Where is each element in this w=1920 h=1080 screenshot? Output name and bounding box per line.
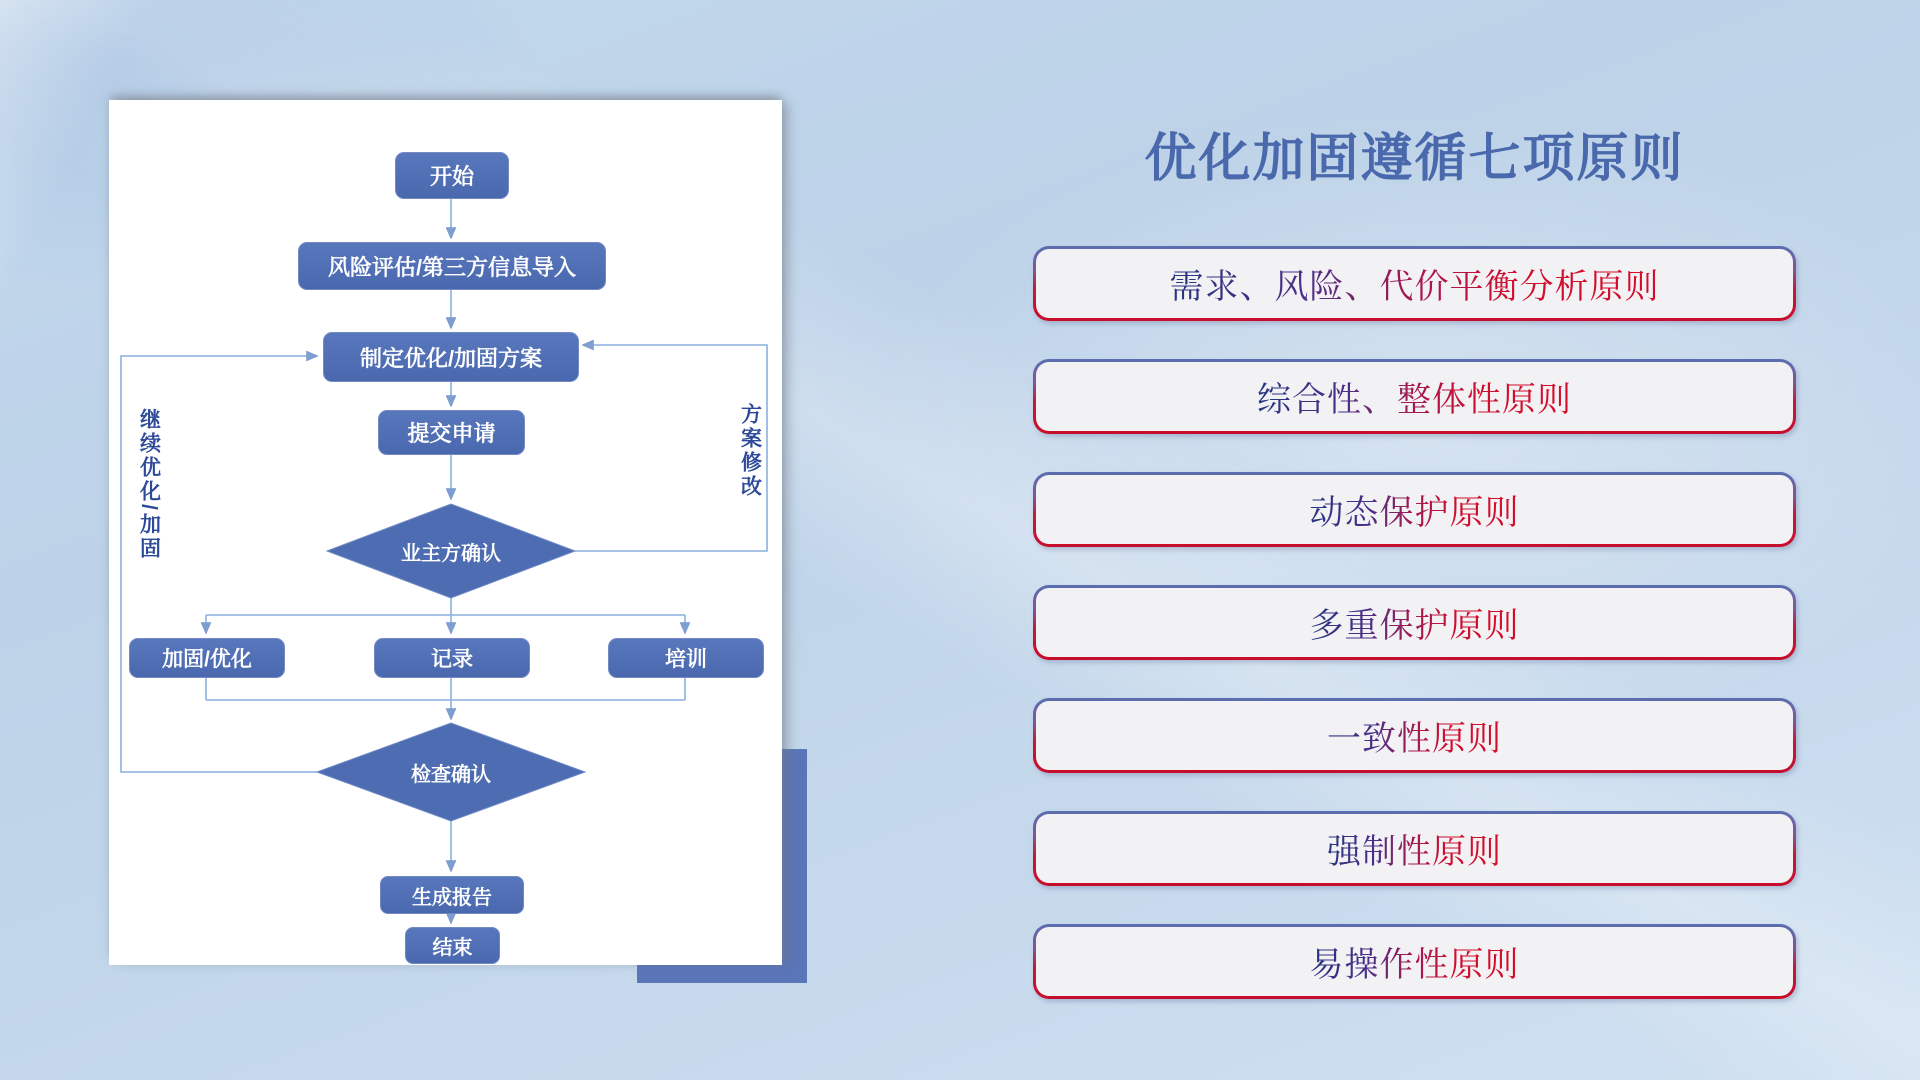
principle-label: 需求、风险、代价平衡分析原则 — [1170, 259, 1660, 308]
principle-box-inner — [1036, 701, 1793, 770]
principle-label: 综合性、整体性原则 — [1257, 372, 1572, 421]
principle-box-inner — [1036, 588, 1793, 657]
flow-node-risk-assessment: 风险评估/第三方信息导入 — [298, 242, 606, 290]
loop-label-continue-optimize: 继续优化/加固 — [137, 407, 161, 561]
flow-node-record: 记录 — [374, 638, 530, 678]
principle-label: 一致性原则 — [1327, 711, 1502, 760]
flow-node-make-plan: 制定优化/加固方案 — [323, 332, 579, 382]
principle-box-inner — [1036, 249, 1793, 318]
principle-box-inner — [1036, 927, 1793, 996]
principle-box — [1033, 472, 1796, 547]
page-title: 优化加固遵循七项原则 — [1144, 130, 1685, 188]
principle-box — [1033, 811, 1796, 886]
principle-label: 动态保护原则 — [1310, 485, 1520, 534]
principle-box — [1033, 698, 1796, 773]
flow-node-check-confirm-label: 检查确认 — [411, 763, 491, 786]
flow-node-end: 结束 — [405, 927, 500, 964]
loop-label-plan-revision: 方案修改 — [738, 403, 762, 499]
principle-label: 多重保护原则 — [1310, 598, 1520, 647]
principle-box-inner — [1036, 475, 1793, 544]
flowchart-card — [109, 100, 782, 965]
flow-connectors-svg — [109, 100, 782, 965]
principle-box-inner — [1036, 362, 1793, 431]
flow-node-harden-optimize: 加固/优化 — [129, 638, 285, 678]
principle-label: 易操作性原则 — [1310, 937, 1520, 986]
flow-node-training: 培训 — [608, 638, 764, 678]
flow-node-submit-request: 提交申请 — [378, 410, 525, 455]
principle-label: 强制性原则 — [1327, 824, 1502, 873]
principle-box — [1033, 359, 1796, 434]
principle-box-inner — [1036, 814, 1793, 883]
flow-node-start: 开始 — [395, 152, 509, 199]
principle-box — [1033, 585, 1796, 660]
flow-node-owner-confirm-label: 业主方确认 — [401, 542, 501, 565]
flow-node-generate-report: 生成报告 — [380, 876, 524, 914]
principle-box — [1033, 246, 1796, 321]
principle-box — [1033, 924, 1796, 999]
